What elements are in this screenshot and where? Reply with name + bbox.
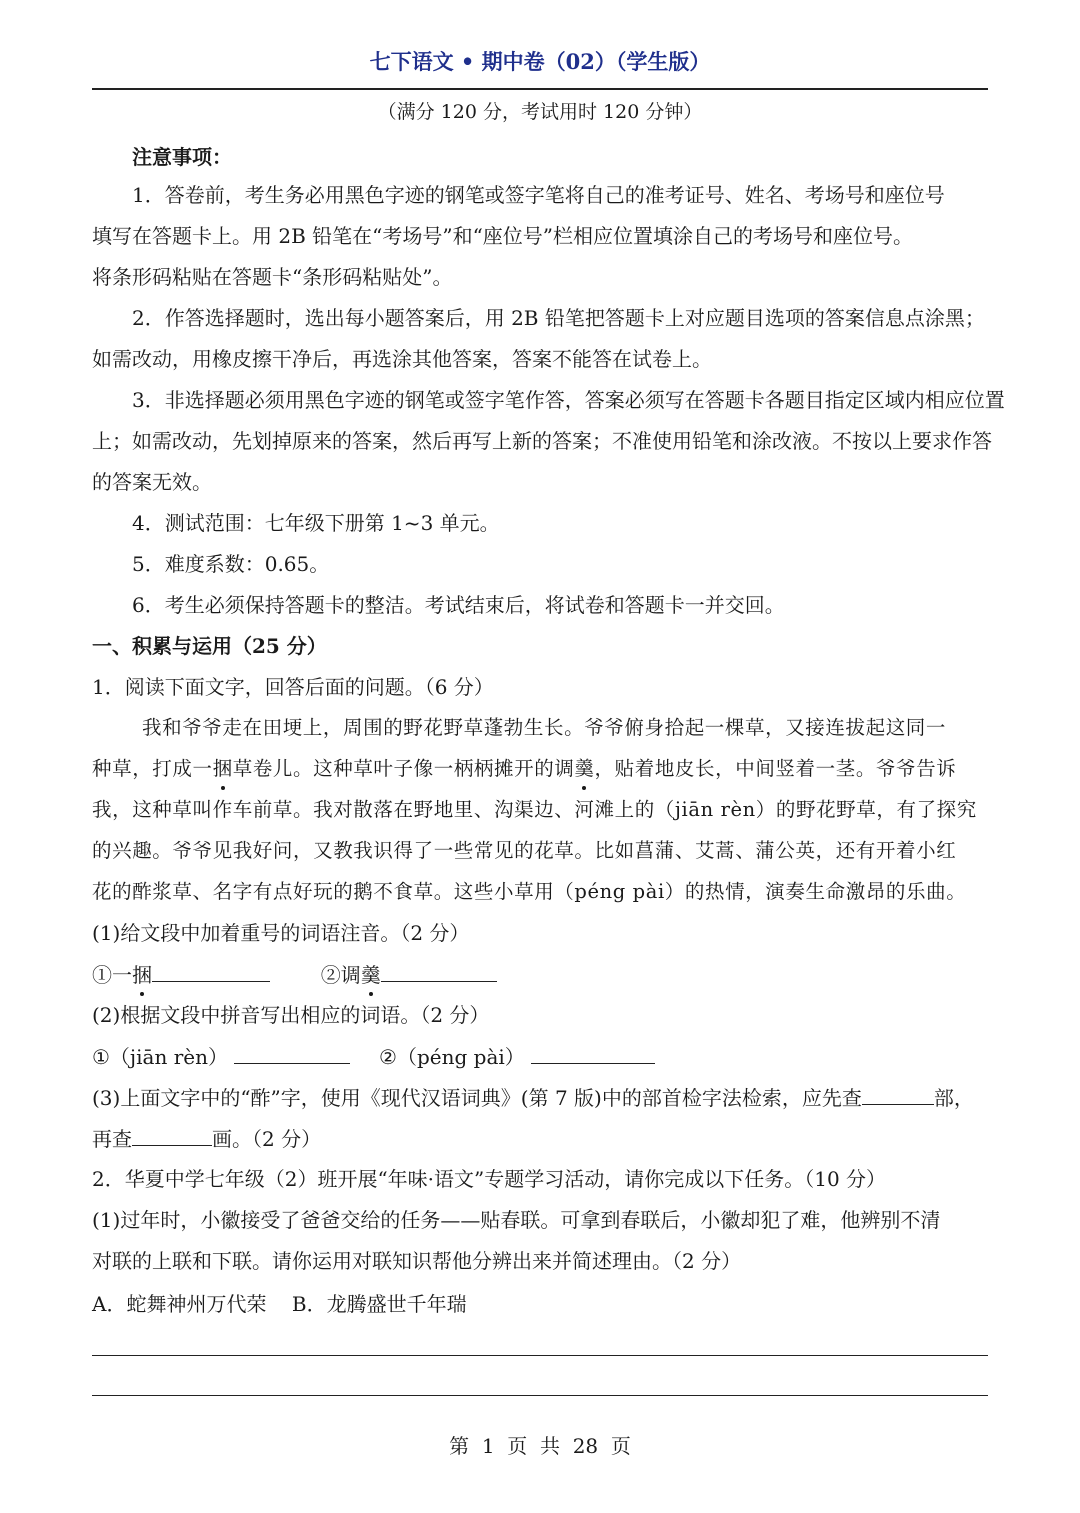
emphasis-char: 羹 [361, 960, 381, 990]
exam-subtitle: （满分 120 分，考试用时 120 分钟） [377, 101, 703, 123]
question-1-3-line-2 [92, 1123, 988, 1154]
note-line-3: 将条形码粘贴在答题卡“条形码粘贴处”。 [92, 265, 453, 289]
answer-blank-d[interactable] [531, 1041, 655, 1064]
passage-line-4: 的兴趣。爷爷见我好问，又教我识得了一些常见的花草。比如菖蒲、艾蒿、蒲公英，还有开着小红 [92, 839, 957, 862]
answer-label-a: ①一 [92, 963, 132, 987]
note-line-4: 2．作答选择题时，选出每小题答案后，用 2B 铅笔把答题卡上对应题目选项的答案信息点涂黑； [132, 306, 985, 330]
passage-text: 种草，打成一 [92, 757, 213, 780]
question-2-1-line-2: 对联的上联和下联。请你运用对联知识帮他分辨出来并简述理由。（2 分） [92, 1249, 742, 1273]
question-text: 部， [933, 1086, 974, 1110]
note-line-6: 3．非选择题必须用黑色字迹的钢笔或签字笔作答，答案必须写在答题卡各题目指定区域内相应位置 [132, 388, 1005, 412]
question-text: 再查 [92, 1127, 132, 1151]
document-title: 七下语文 • 期中卷（02）（学生版） [369, 49, 711, 74]
emphasis-char: 捆 [132, 960, 152, 990]
emphasis-char: 羹 [574, 754, 594, 784]
pinyin-label-a: ①（jiān rèn） [92, 1045, 228, 1069]
answer-blank-radical[interactable] [862, 1082, 934, 1105]
question-1-2: (2)根据文段中拼音写出相应的词语。（2 分） [92, 1003, 490, 1027]
passage-line-2 [92, 754, 988, 784]
couplet-options: A．蛇舞神州万代荣 B．龙腾盛世千年瑞 [92, 1292, 467, 1316]
question-1-1-answers [92, 959, 988, 990]
passage-line-3: 我，这种草叫作车前草。我对散落在野地里、沟渠边、河滩上的（jiān rèn）的野花野草，有了探究 [92, 798, 977, 821]
question-text: 画。（2 分） [212, 1127, 322, 1151]
section-heading: 一、积累与运用（25 分） [92, 634, 327, 658]
answer-line-1[interactable] [92, 1355, 988, 1356]
page-number: 第 1 页 共 28 页 [449, 1434, 631, 1458]
question-1-1: (1)给文段中加着重号的词语注音。（2 分） [92, 921, 470, 945]
answer-blank-c[interactable] [234, 1041, 350, 1064]
note-line-11: 6．考生必须保持答题卡的整洁。考试结束后，将试卷和答题卡一并交回。 [132, 593, 785, 617]
answer-line-2[interactable] [92, 1395, 988, 1396]
answer-blank-b[interactable] [381, 959, 497, 982]
passage-line-1: 我和爷爷走在田埂上，周围的野花野草蓬勃生长。爷爷俯身拾起一棵草，又接连拔起这同一 [142, 716, 947, 739]
passage-text: 草卷儿。这种草叶子像一柄柄摊开的调 [232, 757, 575, 780]
question-2-1-line-1: (1)过年时，小徽接受了爸爸交给的任务——贴春联。可拿到春联后，小徽却犯了难，他辨别不清 [92, 1208, 941, 1232]
note-line-5: 如需改动，用橡皮擦干净后，再选涂其他答案，答案不能答在试卷上。 [92, 347, 712, 371]
note-line-10: 5．难度系数：0.65。 [132, 552, 330, 576]
emphasis-char: 捆 [213, 754, 233, 784]
answer-label-b: ②调 [320, 963, 361, 987]
question-1-3-line-1 [92, 1082, 988, 1113]
answer-blank-strokes[interactable] [132, 1123, 212, 1146]
header-rule [92, 88, 988, 90]
question-1-2-answers [92, 1041, 988, 1072]
note-line-9: 4．测试范围：七年级下册第 1~3 单元。 [132, 511, 500, 535]
note-line-1: 1．答卷前，考生务必用黑色字迹的钢笔或签字笔将自己的准考证号、姓名、考场号和座位号 [132, 183, 945, 207]
question-1: 1．阅读下面文字，回答后面的问题。（6 分） [92, 675, 494, 699]
passage-line-5: 花的酢浆草、名字有点好玩的鹅不食草。这些小草用（péng pài）的热情，演奏生命激昂的乐曲。 [92, 880, 967, 903]
question-text: (3)上面文字中的“酢”字，使用《现代汉语词典》(第 7 版)中的部首检字法检索，应先查 [92, 1086, 862, 1110]
pinyin-label-b: ②（péng pài） [379, 1045, 525, 1069]
answer-blank-a[interactable] [152, 959, 270, 982]
question-2: 2．华夏中学七年级（2）班开展“年味·语文”专题学习活动，请你完成以下任务。（10 分） [92, 1167, 887, 1191]
note-line-8: 的答案无效。 [92, 470, 212, 494]
note-line-2: 填写在答题卡上。用 2B 铅笔在“考场号”和“座位号”栏相应位置填涂自己的考场号和座位号。 [92, 224, 914, 248]
passage-text: ，贴着地皮长，中间竖着一茎。爷爷告诉 [594, 757, 957, 780]
note-line-7: 上；如需改动，先划掉原来的答案，然后再写上新的答案；不准使用铅笔和涂改液。不按以上要求作答 [92, 429, 992, 453]
notes-heading: 注意事项： [132, 145, 232, 169]
